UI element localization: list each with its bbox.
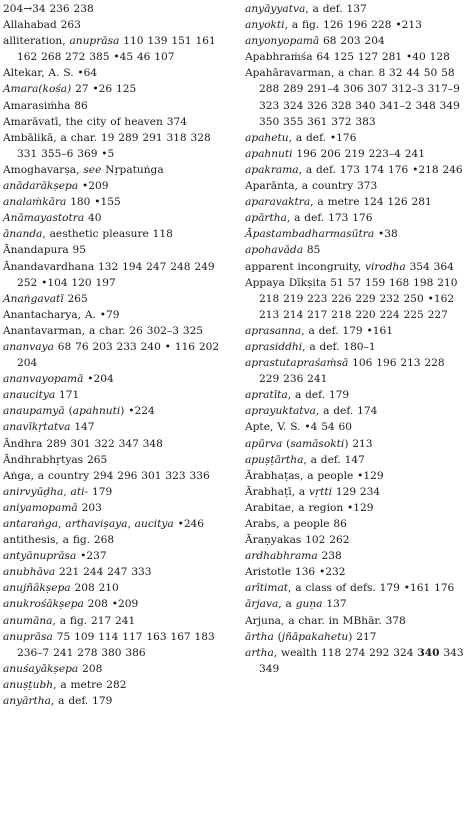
index-entry [245,210,466,226]
index-entry-segment: Anantavarman, a char. 26 302–3 325 [3,324,204,337]
index-entry [3,178,231,194]
index-entry-segment: anaupamyā [3,405,65,418]
index-entry-segment: 208 210 [70,582,119,595]
index-entry [3,419,231,435]
index-entry [245,500,466,516]
index-entry [245,613,466,629]
index-entry-segment: , a def. •176 [288,131,357,144]
index-entry [3,242,231,258]
index-entry [3,33,231,65]
index-entry-segment: Apabhraṁśa 64 125 127 281 •40 128 [245,51,450,64]
index-entry [3,323,231,339]
index-entry [245,468,466,484]
index-entry [3,130,231,162]
index-entry-segment: 129 234 [331,485,381,498]
index-entry-segment: ( [273,630,282,643]
index-entry-segment: ) 213 [344,437,373,450]
index-entry-segment: •246 [173,518,205,530]
index-entry-segment: apahetu [245,131,289,144]
index-entry-segment: , wealth 118 274 292 324 [273,646,418,659]
index-entry-segment: 147 [70,421,95,434]
index-entry [245,49,466,65]
index-entry-segment: apparent incongruity, [245,260,365,273]
index-entry-segment: , a fig. 126 196 228 •213 [284,19,422,32]
index-entry-segment: anumāna [3,614,53,627]
index-entry-segment: Arabs, a people 86 [245,518,347,530]
index-entry [3,564,231,580]
index-entry-segment: ) 217 [348,630,377,643]
index-entry-segment: antithesis, a fig. 268 [3,534,115,547]
index-entry [245,484,466,500]
index-entry-segment: 180 •155 [66,196,121,209]
index-entry-segment: Amoghavarṣa, [3,163,84,176]
index-entry-segment: Arjuna, a char. in MBhār. 378 [245,614,406,627]
index-entry-segment: aprasanna [245,324,302,337]
index-entry-segment: , a def. 180–1 [302,340,376,353]
index-column-right [245,1,466,677]
index-entry [3,500,231,516]
index-entry [3,532,231,548]
index-entry [3,17,231,33]
index-entry-segment: ) •224 [120,405,155,418]
index-entry-segment: , a metre 282 [53,678,127,691]
index-entry [3,580,231,596]
index-entry-segment: Amarasiṁha 86 [3,99,88,112]
index-entry [3,387,231,403]
index-entry-segment: 221 244 247 333 [55,566,152,579]
index-entry [3,98,231,114]
index-entry [245,65,466,129]
index-entry-segment: anavīkṛtatva [3,421,71,434]
index-entry-segment: anyāyyatva [245,3,306,15]
index-entry-segment: anuśayākṣepa [3,662,79,675]
index-entry-segment: , a def. 179 [50,695,113,708]
index-entry-segment: 137 [322,598,347,611]
index-entry-segment: apakrama [245,163,299,176]
index-entry-segment: apārtha [245,212,287,225]
index-entry-segment: anuprāsa [3,630,53,643]
index-entry-segment: ānanda [3,228,43,241]
index-entry-segment: see [83,163,102,176]
index-entry [245,146,466,162]
index-entry [3,194,231,210]
index-entry [3,677,231,693]
index-entry [3,291,231,307]
index-entry [245,1,466,17]
index-entry-segment: ardhabhrama [245,550,318,563]
index-entry-segment: 171 [55,389,80,402]
index-entry-segment: anujñākṣepa [3,582,71,595]
index-entry-segment: 238 [317,550,342,563]
index-entry-segment: aprasiddhi [245,340,303,353]
index-entry-segment: aprastutapraśaṁsā [245,357,349,370]
index-entry-segment: apratīta [245,389,288,402]
index-entry-segment: Anaṅgavatī [3,292,64,305]
index-entry-segment: anyokti [245,19,285,32]
index-entry-segment: 354 364 [405,260,454,273]
index-entry-segment: analaṁkāra [3,196,67,209]
index-entry-segment: anukrośākṣepa [3,598,84,611]
index-entry-segment: antaraṅga, arthaviṣaya, aucitya [3,518,174,530]
index-entry-segment: 110 139 151 161 162 268 272 385 •45 46 107 [17,35,216,64]
index-entry [3,339,231,371]
index-entry [3,484,231,500]
index-entry-segment: , a def. 179 [287,389,350,402]
index-entry [245,194,466,210]
index-entry-segment: 179 [88,485,113,498]
index-entry-segment: Aṅga, a country 294 296 301 323 336 [3,469,210,482]
index-entry-segment: samāsokti [290,437,345,450]
index-entry-segment: aprayuktatva [245,405,316,418]
index-entry-segment: Altekar, A. S. •64 [3,67,98,80]
index-entry [3,516,231,532]
index-entry-segment: Ārabhaṭī, a [245,485,310,498]
index-entry-segment: anyārtha [3,695,51,708]
index-entry [3,114,231,130]
index-entry-segment: 196 206 219 223–4 241 [292,147,426,160]
index-entry [245,419,466,435]
index-entry-segment: ( [282,437,291,450]
index-entry [3,371,231,387]
index-entry-segment: 265 [63,292,88,305]
index-entry-segment: Ambālikā, a char. 19 289 291 318 328 331 355–6 369 •5 [3,131,211,160]
index-entry [245,436,466,452]
index-entry [245,629,466,645]
index-entry [245,596,466,612]
index-entry [3,613,231,629]
index-entry [245,548,466,564]
index-entry-segment: ārtha [245,630,274,643]
index-entry-segment: 204→34 236 238 [3,3,94,15]
index-entry-segment: aniyamopamā [3,501,78,514]
index-entry [3,436,231,452]
index-entry-segment: anuprāsa [69,35,120,48]
index-entry-segment: Aparānta, a country 373 [245,180,378,193]
index-entry-segment: Amarāvatī, the city of heaven 374 [3,115,187,128]
index-entry-segment: , a def. 179 •161 [301,324,394,337]
index-entry-segment: 75 109 114 117 163 167 183 236–7 241 278 380 386 [17,630,215,659]
index-entry-segment: Appaya Dīkṣita 51 57 159 168 198 210 218 219 223 226 229 232 250 •162 213 214 217 218 220 224 225 227 [245,276,458,321]
index-entry [3,65,231,81]
index-entry-segment: Āndhrabhṛtyas 265 [3,453,108,466]
index-entry-segment: apohavāda [245,244,304,257]
index-entry [245,226,466,242]
index-entry-segment: 340 [417,646,440,659]
index-entry [245,532,466,548]
index-entry-segment: , a [278,598,296,611]
index-entry-segment: ananvaya [3,340,54,353]
index-entry [245,580,466,596]
index-entry-segment: anubhāva [3,566,56,579]
index-entry-segment: •204 [83,373,114,386]
index-entry-segment: aparavaktra [245,196,311,209]
index-entry-segment: Allahabad 263 [3,19,81,32]
index-entry-segment: anirvyūḍha, ati- [3,485,89,498]
index-entry-segment: , a class of defs. 179 •161 176 [288,582,455,595]
index-entry-segment: , a def. 137 [305,3,367,15]
index-entry [3,548,231,564]
index-entry-segment: , a def. 174 [315,405,378,418]
index-entry [245,564,466,580]
index-entry [245,178,466,194]
index-entry-segment: Nṛpatuṅga [101,163,164,176]
index-entry-segment: 68 203 204 [319,35,385,48]
index-entry [245,242,466,258]
index-entry-segment: •237 [76,550,107,563]
index-entry-segment: Apahāravarman, a char. 8 32 44 50 58 288 289 291–4 306 307 312–3 317–9 323 324 326 328 340 341–2 348 349 350 355 361 372 383 [245,67,460,128]
index-entry [245,645,466,677]
index-entry-segment: Ānandavardhana 132 194 247 248 249 252 •104 120 197 [3,260,215,289]
index-entry-segment: artha [245,646,274,659]
index-entry-segment: Anāmayastotra [3,212,85,225]
index-entry-segment: alliteration, [3,35,70,48]
index-entry-segment: , a def. 173 176 [286,212,373,225]
index-entry-segment: Āpastambadharmasūtra [245,228,375,241]
index-entry-segment: jñāpakahetu [281,630,349,643]
index-entry-segment: Aristotle 136 •232 [245,566,346,579]
index-entry [245,259,466,275]
index-entry-segment: 85 [303,244,321,257]
index-entry-segment: Amara(kośa) [3,83,72,96]
index-entry [3,452,231,468]
index-entry-segment: 40 [84,212,102,225]
index-entry-segment: Āraṇyakas 102 262 [245,534,350,547]
index-entry-segment: apahnuti [72,405,121,418]
index-entry [3,162,231,178]
index-entry-list [245,1,466,677]
index-entry-segment: 208 •209 [83,598,139,611]
index-entry-segment: Apte, V. S. •4 54 60 [245,421,353,434]
index-entry-segment: apahnuti [245,147,293,160]
index-entry-segment: 203 [77,501,102,514]
index-entry-segment: anyonyopamā [245,35,320,48]
index-entry-segment: 208 [78,662,103,675]
index-entry [245,339,466,355]
index-entry [3,259,231,291]
index-entry-segment: apūrva [245,437,283,450]
index-entry-segment: Ānandapura 95 [3,244,87,257]
index-entry [3,81,231,97]
index-entry [3,307,231,323]
index-entry [245,275,466,323]
index-entry [245,355,466,387]
index-entry-segment: , a fig. 217 241 [52,614,136,627]
index-entry [3,226,231,242]
index-entry-segment: Ārabhaṭas, a people •129 [245,469,384,482]
index-entry-segment: , aesthetic pleasure 118 [42,228,173,241]
index-entry [245,17,466,33]
index-entry-segment: ārjava [245,598,279,611]
index-entry-segment: anādarākṣepa [3,180,79,193]
index-entry-list [3,1,231,709]
index-entry [245,33,466,49]
index-entry-segment: , a def. 173 174 176 •218 246 [298,163,463,176]
index-entry-segment: 106 196 213 228 229 236 241 [259,357,445,386]
index-entry-segment: 68 76 203 233 240 • 116 202 204 [17,340,220,370]
index-entry-segment: anuṣṭubh [3,678,54,691]
index-entry-segment: antyānuprāsa [3,550,77,563]
index-entry [245,387,466,403]
index-entry-segment: •209 [78,180,109,193]
index-entry [3,210,231,226]
index-entry [245,130,466,146]
index-entry [3,403,231,419]
index-column-left [3,1,231,709]
index-entry-segment: 343 349 [259,646,464,675]
index-entry [245,403,466,419]
index-entry-segment: ananvayopamā [3,373,84,386]
index-entry [3,693,231,709]
index-entry-segment: Anantacharya, A. •79 [3,308,120,321]
index-entry [245,452,466,468]
index-entry-segment: , a def. 147 [303,453,365,466]
index-entry-segment: anaucitya [3,389,56,402]
index-entry [3,661,231,677]
index-entry-segment: ( [64,405,73,418]
index-entry-segment: •38 [374,228,398,241]
index-entry [3,629,231,661]
index-entry-segment: , a metre 124 126 281 [310,196,432,209]
index-entry [3,468,231,484]
index-entry-segment: Arabitae, a region •129 [245,501,374,514]
index-entry [3,596,231,612]
index-entry-segment: 27 •26 125 [71,83,137,96]
index-entry [245,323,466,339]
index-entry-segment: Āndhra 289 301 322 347 348 [3,437,163,450]
index-entry-segment: guṇa [295,598,323,611]
index-entry [3,1,231,17]
index-entry-segment: vṛtti [309,485,332,498]
index-entry-segment: apuṣṭārtha [245,453,304,466]
index-entry [245,162,466,178]
index-entry-segment: arītimat [245,582,289,595]
index-entry [245,516,466,532]
index-entry-segment: virodha [364,260,406,273]
